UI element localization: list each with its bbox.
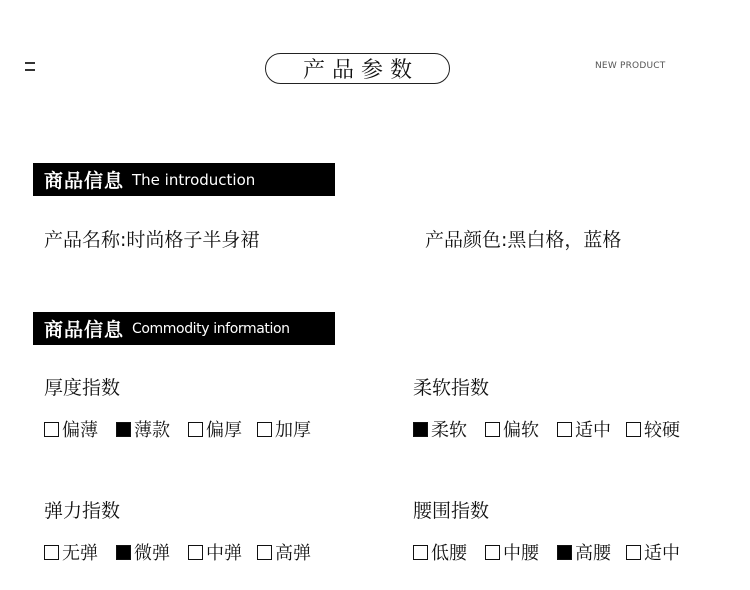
elasticity-options — [44, 539, 311, 565]
commodity-banner — [33, 312, 335, 345]
option-label: 偏软 — [503, 420, 539, 441]
waist-heading: 腰围指数 — [413, 500, 490, 522]
option-item — [116, 416, 170, 442]
checked-box-icon — [116, 545, 131, 560]
option-item — [626, 539, 680, 565]
option-item — [188, 539, 242, 565]
thickness-options — [44, 416, 311, 442]
unchecked-box-icon — [257, 422, 272, 437]
option-item — [257, 539, 311, 565]
option-item — [485, 539, 539, 565]
option-item — [557, 416, 611, 442]
option-item — [44, 539, 98, 565]
checked-box-icon — [413, 422, 428, 437]
option-item — [626, 416, 680, 442]
page-title: 产品参数 — [265, 53, 450, 84]
option-label: 中腰 — [503, 543, 539, 564]
unchecked-box-icon — [626, 422, 641, 437]
option-label: 较硬 — [644, 420, 680, 441]
option-item — [257, 416, 311, 442]
intro-banner-cn: 商品信息 — [44, 170, 125, 192]
option-label: 偏厚 — [206, 420, 242, 441]
option-label: 适中 — [575, 420, 611, 441]
commodity-banner-en: Commodity information — [132, 320, 290, 337]
waist-options — [413, 539, 680, 565]
option-label: 薄款 — [134, 420, 170, 441]
page-subtitle: NEW PRODUCT — [595, 61, 666, 71]
option-label: 微弹 — [134, 543, 170, 564]
menu-icon — [25, 62, 35, 70]
unchecked-box-icon — [626, 545, 641, 560]
option-label: 适中 — [644, 543, 680, 564]
option-label: 加厚 — [275, 420, 311, 441]
option-label: 高弹 — [275, 543, 311, 564]
option-item — [116, 539, 170, 565]
unchecked-box-icon — [188, 545, 203, 560]
option-label: 偏薄 — [62, 420, 98, 441]
commodity-banner-cn: 商品信息 — [44, 319, 125, 341]
checked-box-icon — [557, 545, 572, 560]
option-label: 无弹 — [62, 543, 98, 564]
unchecked-box-icon — [485, 545, 500, 560]
checked-box-icon — [116, 422, 131, 437]
unchecked-box-icon — [188, 422, 203, 437]
intro-banner-en: The introduction — [132, 170, 256, 189]
option-item — [188, 416, 242, 442]
product-color: 产品颜色:黑白格，蓝格 — [425, 229, 622, 251]
option-item — [557, 539, 611, 565]
option-item — [485, 416, 539, 442]
unchecked-box-icon — [557, 422, 572, 437]
unchecked-box-icon — [44, 422, 59, 437]
softness-options — [413, 416, 680, 442]
option-item — [413, 539, 467, 565]
elasticity-heading: 弹力指数 — [44, 500, 121, 522]
option-label: 柔软 — [431, 420, 467, 441]
option-item — [44, 416, 98, 442]
unchecked-box-icon — [485, 422, 500, 437]
option-item — [413, 416, 467, 442]
option-label: 高腰 — [575, 543, 611, 564]
product-name: 产品名称:时尚格子半身裙 — [44, 229, 260, 251]
unchecked-box-icon — [44, 545, 59, 560]
unchecked-box-icon — [257, 545, 272, 560]
intro-banner — [33, 163, 335, 196]
option-label: 中弹 — [206, 543, 242, 564]
softness-heading: 柔软指数 — [413, 377, 490, 399]
unchecked-box-icon — [413, 545, 428, 560]
thickness-heading: 厚度指数 — [44, 377, 121, 399]
option-label: 低腰 — [431, 543, 467, 564]
